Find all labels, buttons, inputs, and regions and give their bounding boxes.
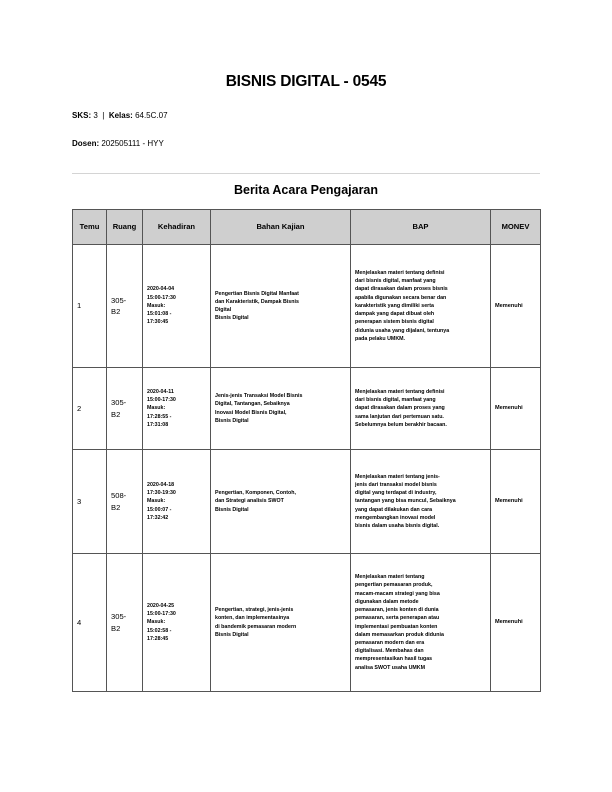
bap-line: Menjelaskan materi tentang jenis-: [355, 473, 440, 480]
header-ruang: Ruang: [107, 210, 143, 245]
cell-bahan-kajian: [211, 554, 351, 692]
header-bap: BAP: [351, 210, 491, 245]
header-monev: MONEV: [491, 210, 541, 245]
kehadiran-line: 15:00-17:30: [147, 397, 176, 404]
bahan-line: Digital, Tantangan, Sebaiknya: [215, 401, 290, 408]
kehadiran-line: Masuk:: [147, 619, 166, 626]
ruang-line: 305-: [111, 612, 127, 622]
kehadiran-line: 2020-04-11: [147, 388, 174, 395]
bahan-line: Digital: [215, 307, 232, 313]
ruang-line: 305-: [111, 295, 127, 305]
bap-line: digunakan dalam metode: [355, 598, 419, 605]
bahan-line: Bisnis Digital: [215, 315, 249, 322]
sks-label: SKS:: [72, 111, 92, 120]
bap-line: implementasi pembuatan konten: [355, 623, 438, 630]
bap-line: dari bisnis digital, manfaat yang: [355, 397, 436, 404]
cell-ruang: [107, 450, 143, 554]
bahan-line: Pengertian, Komponen, Contoh,: [215, 490, 296, 497]
cell-ruang: [107, 368, 143, 450]
divider: [72, 173, 540, 174]
cell-temu: 4: [73, 554, 107, 692]
bap-line: mengembangkan inovasi model: [355, 514, 436, 521]
cell-kehadiran: [143, 368, 211, 450]
bap-line: Menjelaskan materi tentang definisi: [355, 270, 445, 277]
bap-line: karakteristik yang dimiliki serta: [355, 302, 434, 309]
bap-line: apabila digunakan secara benar dan: [355, 294, 447, 301]
bap-line: pemasaran, serta penerapan atau: [355, 615, 440, 622]
bap-line: pemasaran, jenis konten di dunia: [355, 607, 439, 614]
bap-line: sama lanjutan dari pertemuan satu.: [355, 413, 444, 420]
cell-bahan-kajian: [211, 245, 351, 368]
bahan-line: Pengertian, strategi, jenis-jenis: [215, 607, 294, 614]
separator: |: [100, 111, 107, 120]
bahan-line: dan Strategi analisis SWOT: [215, 498, 284, 505]
kehadiran-line: 17:28:45: [147, 635, 169, 642]
kehadiran-line: Masuk:: [147, 498, 166, 505]
cell-monev: Memenuhi: [491, 368, 541, 450]
bap-line: bisnis dalam usaha bisnis digital.: [355, 523, 440, 529]
cell-temu: 1: [73, 245, 107, 368]
kehadiran-line: 15:00-17:30: [147, 611, 176, 618]
header-bahan-kajian: Bahan Kajian: [211, 210, 351, 245]
course-info: [72, 111, 168, 120]
bap-line: pemasaran modern dan era: [355, 639, 425, 646]
bap-line: jenis dari transaksi model bisnis: [355, 481, 437, 488]
cell-ruang: [107, 245, 143, 368]
bap-line: Menjelaskan materi tentang: [355, 574, 425, 581]
kehadiran-line: 15:01:08 -: [147, 311, 172, 318]
bap-line: dapat dirasakan dalam proses yang: [355, 405, 445, 412]
ruang-line: B2: [111, 502, 121, 512]
bap-line: pada pelaku UMKM.: [355, 335, 406, 342]
kehadiran-line: 17:31:08: [147, 421, 169, 428]
cell-bahan-kajian: [211, 450, 351, 554]
page-title: BISNIS DIGITAL - 0545: [225, 73, 387, 90]
lecturer-info: [72, 139, 164, 148]
dosen-label: Dosen:: [72, 139, 100, 148]
section-title: Berita Acara Pengajaran: [233, 183, 379, 197]
cell-bahan-kajian: [211, 368, 351, 450]
table-row: [73, 245, 541, 368]
bahan-line: Bisnis Digital: [215, 417, 249, 424]
kehadiran-line: 2020-04-18: [147, 481, 175, 488]
bahan-line: dan Karakteristik, Dampak Bisnis: [215, 298, 299, 305]
cell-ruang: [107, 554, 143, 692]
bap-line: mempresentasikan hasil tugas: [355, 656, 433, 663]
ruang-line: B2: [111, 307, 121, 316]
bap-line: digital yang terdapat di industry,: [355, 490, 437, 497]
cell-bap: [351, 450, 491, 554]
kehadiran-line: 17:32:42: [147, 514, 169, 521]
dosen-value: 202505111 - HYY: [101, 139, 164, 148]
bahan-line: Jenis-jenis Transaksi Model Bisnis: [215, 393, 303, 400]
cell-bap: [351, 368, 491, 450]
cell-kehadiran: [143, 245, 211, 368]
cell-bap: [351, 554, 491, 692]
cell-temu: 2: [73, 368, 107, 450]
header-kehadiran: Kehadiran: [143, 210, 211, 245]
bahan-line: konten, dan implementasinya: [215, 615, 290, 622]
kehadiran-line: 17:30:45: [147, 319, 169, 326]
cell-monev: Memenuhi: [491, 554, 541, 692]
kehadiran-line: 15:00-17:30: [147, 294, 176, 301]
kelas-value: 64.5C.07: [135, 111, 168, 120]
cell-kehadiran: [143, 450, 211, 554]
table-header-row: [73, 210, 541, 245]
table-row: [73, 450, 541, 554]
bahan-line: Pengertian Bisnis Digital Manfaat: [215, 290, 299, 297]
bahan-line: di bandemik pemasaran modern: [215, 623, 297, 630]
bap-line: pengertian pemasaran produk,: [355, 582, 433, 589]
kelas-label: Kelas:: [108, 111, 133, 120]
cell-bap: [351, 245, 491, 368]
bap-line: didunia usaha yang dijalani, tentunya: [355, 327, 450, 334]
bap-line: Menjelaskan materi tentang definisi: [355, 388, 445, 395]
bahan-line: Inovasi Model Bisnis Digital,: [215, 409, 287, 416]
bap-line: analisa SWOT usaha UMKM: [355, 664, 426, 671]
cell-monev: Memenuhi: [491, 245, 541, 368]
bap-line: digitalisasi. Membahas dan: [355, 648, 424, 655]
sks-value: 3: [93, 111, 98, 120]
cell-kehadiran: [143, 554, 211, 692]
cell-monev: Memenuhi: [491, 450, 541, 554]
ruang-line: 508-: [111, 491, 127, 501]
kehadiran-line: 15:02:58 -: [147, 627, 172, 634]
bap-line: dapat dirasakan dalam proses bisnis: [355, 286, 448, 293]
ruang-line: B2: [111, 409, 121, 419]
kehadiran-line: 17:28:55 -: [147, 413, 172, 420]
header-temu: Temu: [73, 210, 107, 245]
table-row: [73, 368, 541, 450]
kehadiran-line: 17:30-19:30: [147, 490, 176, 497]
bap-line: penerapan sistem bisnis digital: [355, 319, 434, 326]
cell-temu: 3: [73, 450, 107, 554]
bap-line: dalam memasarkan produk didunia: [355, 631, 444, 638]
kehadiran-line: 2020-04-25: [147, 602, 175, 609]
ruang-line: B2: [111, 623, 121, 633]
bahan-line: Bisnis Digital: [215, 506, 249, 513]
bap-line: dampak yang dapat dibuat oleh: [355, 311, 435, 318]
kehadiran-line: Masuk:: [147, 302, 166, 309]
table-row: [73, 554, 541, 692]
ruang-line: 305-: [111, 398, 127, 408]
bap-line: Sebelumnya belum berakhir bacaan.: [355, 421, 447, 428]
kehadiran-line: 2020-04-04: [147, 286, 175, 293]
kehadiran-line: 15:00:07 -: [147, 506, 172, 513]
bap-line: tantangan yang bisa muncul, Sebaiknya: [355, 498, 456, 505]
bap-line: dari bisnis digital, manfaat yang: [355, 278, 436, 285]
kehadiran-line: Masuk:: [147, 405, 166, 412]
bap-line: macam-macam strategi yang bisa: [355, 590, 440, 597]
teaching-report-table: [72, 209, 541, 692]
bahan-line: Bisnis Digital: [215, 631, 249, 638]
bap-line: yang dapat dilakukan dan cara: [355, 506, 433, 513]
